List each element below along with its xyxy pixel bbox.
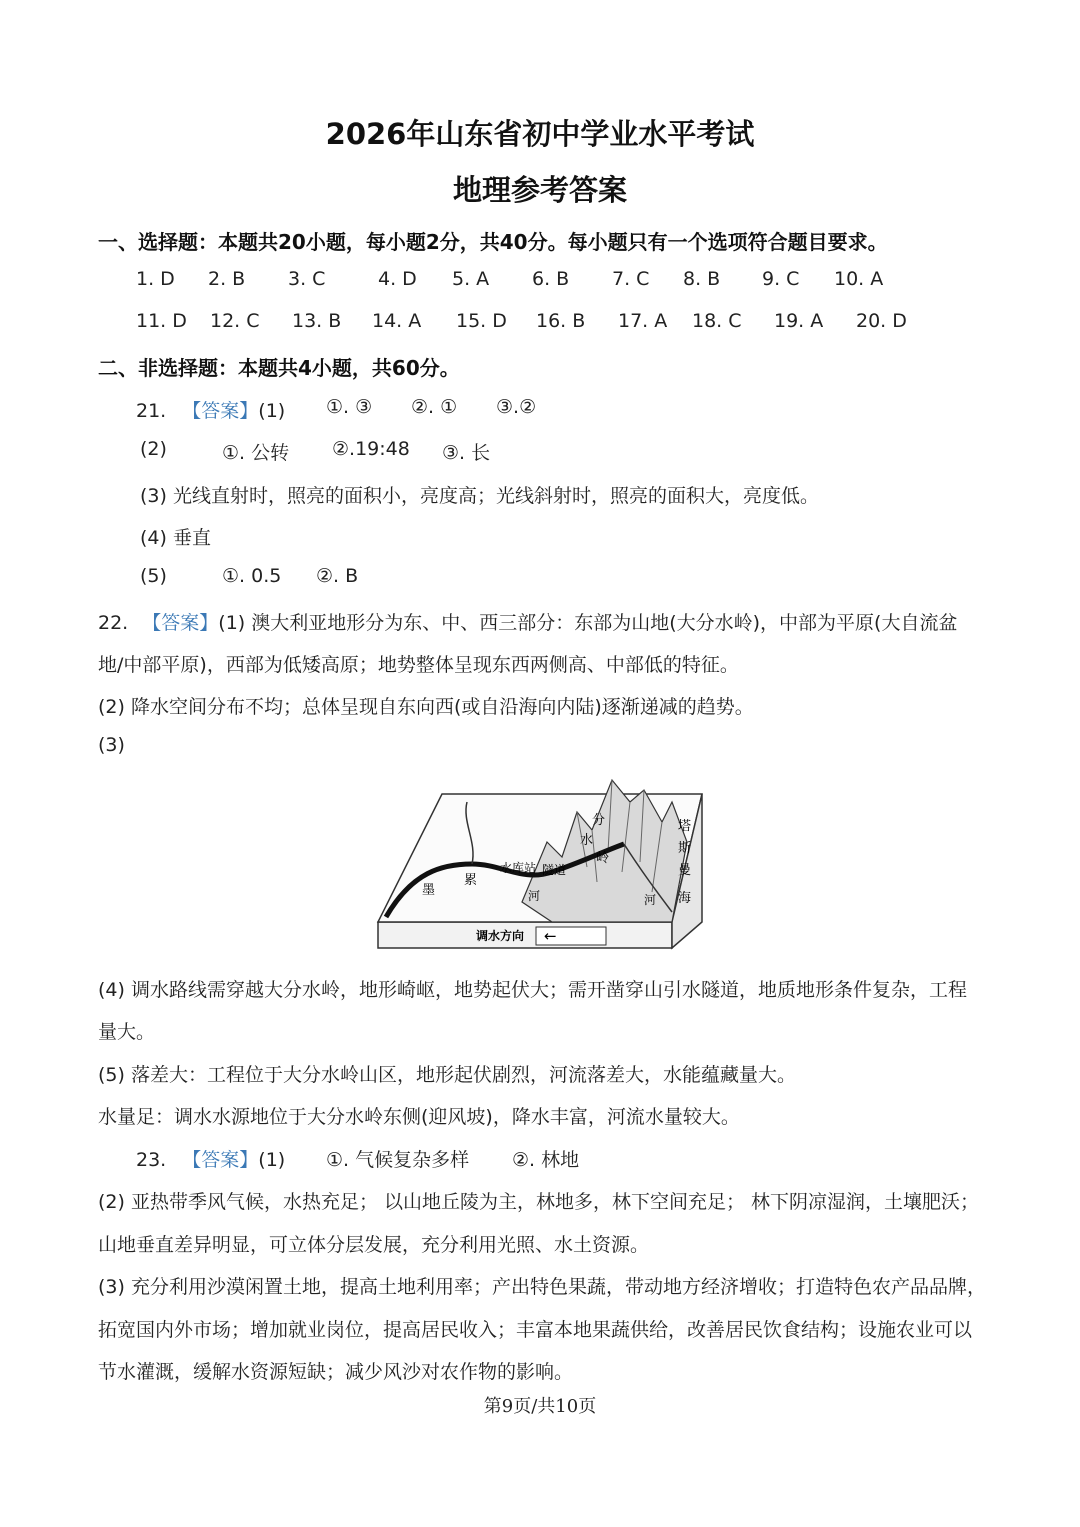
mc-answer: 12. C <box>210 310 260 332</box>
q22-line1 <box>98 608 957 635</box>
q21-p1-b: ②. ① <box>411 396 458 418</box>
q21-part3: (3) 光线直射时，照亮的面积小，亮度高；光线斜射时，照亮的面积大，亮度低。 <box>140 485 819 507</box>
figure-label: 河 <box>644 893 657 907</box>
mc-answer: 10. A <box>834 268 884 290</box>
page-footer: 第9页/共10页 <box>483 1396 597 1417</box>
mc-answer: 11. D <box>136 310 187 332</box>
figure-label: 水 <box>580 833 594 848</box>
figure-label: 隧道 <box>542 863 567 877</box>
q21-part1-label: (1) <box>258 400 286 422</box>
q23-number: 23. <box>136 1149 167 1171</box>
q21-part5-label: (5) <box>140 565 167 587</box>
q22-part3: (3) <box>98 734 125 756</box>
q22-number: 22. <box>98 612 129 634</box>
q23-part2-a: (2) 亚热带季风气候，水热充足； 以山地丘陵为主，林地多，林下空间充足； 林下阴凉湿润，土壤肥沃； <box>98 1191 980 1213</box>
mc-answer: 1. D <box>136 268 175 290</box>
figure-label: 墨 <box>422 883 436 898</box>
mc-answer: 15. D <box>456 310 507 332</box>
section2-heading: 二、非选择题：本题共4小题，共60分。 <box>98 356 460 380</box>
q23-p1-b: ②. 林地 <box>512 1149 580 1171</box>
figure-label: 斯 <box>678 841 692 856</box>
q21-part2-label: (2) <box>140 438 167 460</box>
mc-answer: 18. C <box>692 310 742 332</box>
mc-answer: 14. A <box>372 310 422 332</box>
mc-answer: 2. B <box>208 268 246 290</box>
figure-label: 水库站 <box>500 861 537 875</box>
mc-answer: 9. C <box>762 268 800 290</box>
mc-row-2 <box>0 310 1080 336</box>
mc-answer: 4. D <box>378 268 417 290</box>
mc-row-1 <box>0 268 1080 294</box>
water-diversion-diagram <box>372 772 712 950</box>
mc-answer: 5. A <box>452 268 490 290</box>
section1-heading: 一、选择题：本题共20小题，每小题2分，共40分。每小题只有一个选项符合题目要求。 <box>98 230 888 254</box>
q22-part4-a: (4) 调水路线需穿越大分水岭，地形崎岖，地势起伏大；需开凿穿山引水隧道，地质地形条件复杂，工程 <box>98 979 967 1001</box>
q21-number: 21. <box>136 400 167 422</box>
mc-answer: 19. A <box>774 310 824 332</box>
direction-arrow: ← <box>544 927 557 945</box>
q21-p5-b: ②. B <box>316 565 359 587</box>
q22-part2: (2) 降水空间分布不均；总体呈现自东向西(或自沿海向内陆)逐渐递减的趋势。 <box>98 696 754 718</box>
mc-answer: 16. B <box>536 310 586 332</box>
q21-p2-a: ①. 公转 <box>222 442 290 464</box>
q21-p2-c: ③. 长 <box>442 442 491 464</box>
block-front-face <box>378 922 672 948</box>
q23-part1-label: (1) <box>258 1149 286 1171</box>
figure-label: 河 <box>528 889 541 903</box>
figure-label: 累 <box>464 873 478 888</box>
mc-answer: 13. B <box>292 310 342 332</box>
q21-p2-b: ②.19:48 <box>332 438 410 460</box>
answer-tag: 【答案】 <box>182 400 259 422</box>
answer-tag: 【答案】 <box>182 1149 259 1171</box>
q21-p1-a: ①. ③ <box>326 396 373 418</box>
q23-part3-a: (3) 充分利用沙漠闲置土地，提高土地利用率；产出特色果蔬，带动地方经济增收；打造特色农产品品牌， <box>98 1276 986 1298</box>
mc-answer: 8. B <box>683 268 721 290</box>
page-title: 2026年山东省初中学业水平考试 <box>325 117 755 151</box>
mc-answer: 6. B <box>532 268 570 290</box>
q21-p5-a: ①. 0.5 <box>222 565 282 587</box>
figure-label: 曼 <box>678 863 692 878</box>
figure-label: 塔 <box>678 819 692 834</box>
mc-answer: 20. D <box>856 310 907 332</box>
q23-part3-c: 节水灌溉，缓解水资源短缺；减少风沙对农作物的影响。 <box>98 1361 574 1383</box>
q23-line1 <box>136 1145 285 1172</box>
figure-label: 海 <box>678 891 692 906</box>
mc-answer: 7. C <box>612 268 650 290</box>
q21-part4: (4) 垂直 <box>140 527 211 549</box>
figure-label: 岭 <box>596 851 610 866</box>
q22-part1-b: 地/中部平原)，西部为低矮高原；地势整体呈现东西两侧高、中部低的特征。 <box>98 654 739 676</box>
q23-part3-b: 拓宽国内外市场；增加就业岗位，提高居民收入；丰富本地果蔬供给，改善居民饮食结构；设施农业可以 <box>98 1319 973 1341</box>
answer-tag: 【答案】 <box>142 612 219 634</box>
direction-label: 调水方向 <box>476 929 525 943</box>
q22-part1-a: (1) 澳大利亚地形分为东、中、西三部分：东部为山地(大分水岭)，中部为平原(大自流盆 <box>218 612 958 634</box>
q22-part4-b: 量大。 <box>98 1021 156 1043</box>
q21-line1 <box>136 396 285 423</box>
q23-p1-a: ①. 气候复杂多样 <box>326 1149 470 1171</box>
q23-part2-b: 山地垂直差异明显，可立体分层发展，充分利用光照、水土资源。 <box>98 1234 650 1256</box>
q22-part5-b: 水量足：调水水源地位于大分水岭东侧(迎风坡)，降水丰富，河流水量较大。 <box>98 1106 740 1128</box>
q22-part5-a: (5) 落差大：工程位于大分水岭山区，地形起伏剧烈，河流落差大，水能蕴藏量大。 <box>98 1064 796 1086</box>
q21-p1-c: ③.② <box>496 396 537 418</box>
page-subtitle: 地理参考答案 <box>452 173 627 207</box>
mc-answer: 3. C <box>288 268 326 290</box>
mc-answer: 17. A <box>618 310 668 332</box>
figure-label: 分 <box>592 813 606 828</box>
